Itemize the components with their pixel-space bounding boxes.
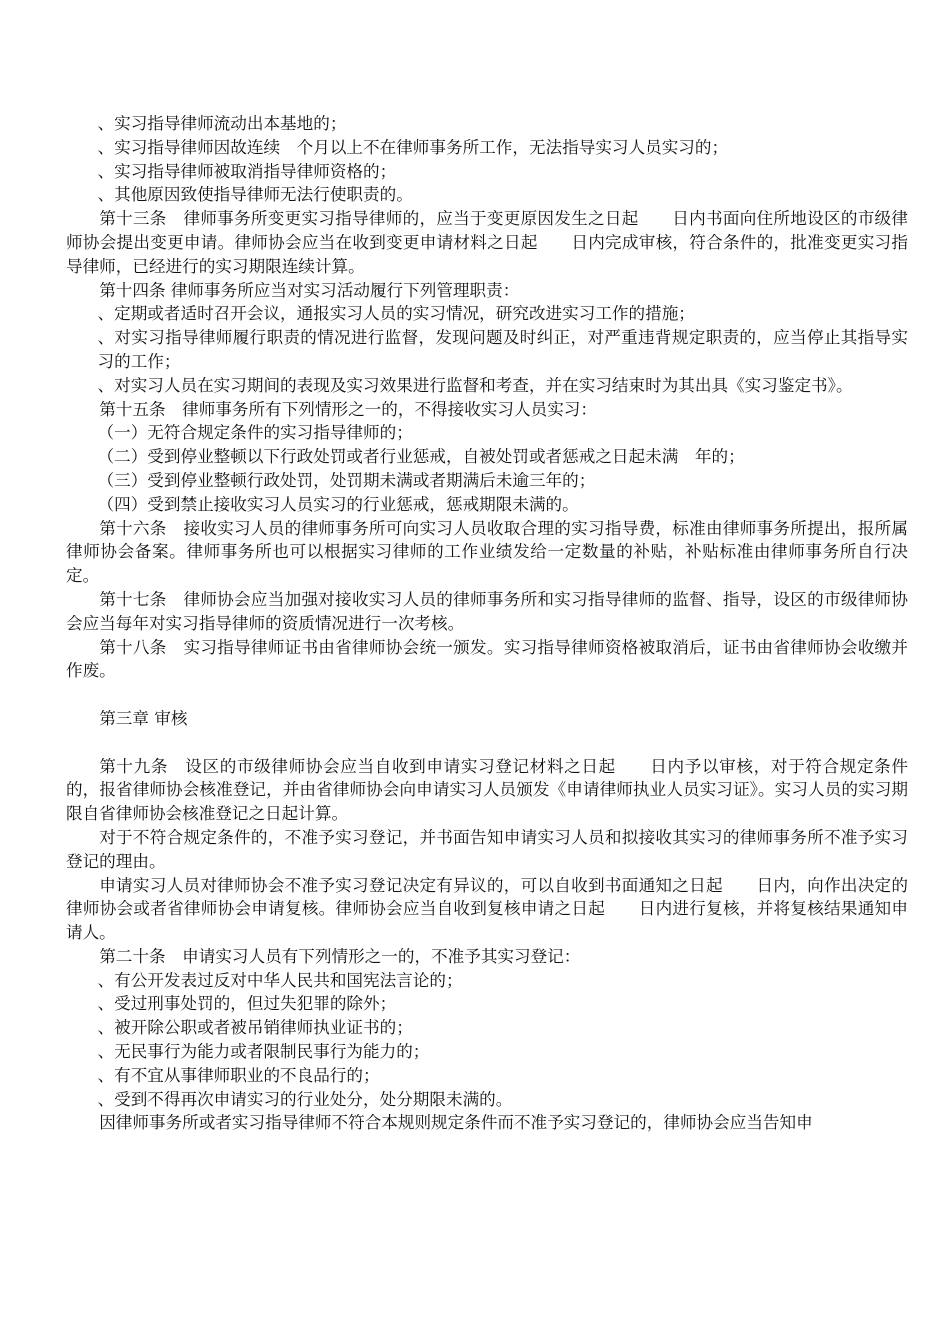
paragraph: 对于不符合规定条件的，不准予实习登记，并书面告知申请实习人员和拟接收其实习的律师事务所不准予实习登记的理由。 bbox=[66, 827, 908, 871]
list-item: 、其他原因致使指导律师无法行使职责的。 bbox=[97, 185, 413, 205]
list-item: 、被开除公职或者被吊销律师执业证书的； bbox=[97, 1018, 413, 1038]
list-item: 、定期或者适时召开会议，通报实习人员的实习情况，研究改进实习工作的措施； bbox=[97, 304, 695, 324]
list-item: 、实习指导律师流动出本基地的； bbox=[97, 114, 347, 133]
list-item: 、无民事行为能力或者限制民事行为能力的； bbox=[97, 1042, 430, 1062]
list-item: （四）受到禁止接收实习人员实习的行业惩戒，惩戒期限未满的。 bbox=[97, 494, 579, 514]
spacer bbox=[66, 731, 908, 755]
list-item: （二）受到停业整顿以下行政处罚或者行业惩戒，自被处罚或者惩戒之日起未满 年的； bbox=[97, 447, 745, 467]
article-15: 第十五条 律师事务所有下列情形之一的，不得接收实习人员实习： bbox=[99, 399, 597, 419]
list-item: 、有不宜从事律师职业的不良品行的； bbox=[97, 1065, 380, 1085]
list-item: 、对实习指导律师履行职责的情况进行监督，发现问题及时纠正，对严重违背规定职责的，应当停止其指导实习的工作； bbox=[97, 328, 908, 371]
list-item: 、受到不得再次申请实习的行业处分，处分期限未满的。 bbox=[97, 1089, 513, 1109]
chapter-heading: 第三章 审核 bbox=[99, 708, 188, 728]
paragraph: 因律师事务所或者实习指导律师不符合本规则规定条件而不准予实习登记的，律师协会应当告知申 bbox=[99, 1113, 813, 1133]
list-item: 、受过刑事处罚的，但过失犯罪的除外； bbox=[97, 994, 397, 1014]
article-20: 第二十条 申请实习人员有下列情形之一的，不准予其实习登记： bbox=[99, 946, 581, 966]
paragraph: 申请实习人员对律师协会不准予实习登记决定有异议的，可以自收到书面通知之日起 日内，向作出决定的律师协会或者省律师协会申请复核。律师协会应当自收到复核申请之日起 日内进行复核，并将复核结果通知申请人。 bbox=[66, 875, 908, 943]
article-14: 第十四条 律师事务所应当对实习活动履行下列管理职责： bbox=[99, 280, 520, 300]
list-item: 、实习指导律师因故连续 个月以上不在律师事务所工作，无法指导实习人员实习的； bbox=[97, 137, 729, 157]
document-body bbox=[66, 112, 908, 1135]
spacer bbox=[66, 683, 908, 707]
list-item: 、有公开发表过反对中华人民共和国宪法言论的； bbox=[97, 970, 463, 990]
list-item: （一）无符合规定条件的实习指导律师的； bbox=[97, 423, 413, 443]
article-18: 第十八条 实习指导律师证书由省律师协会统一颁发。实习指导律师资格被取消后，证书由省律师协会收缴并作废。 bbox=[66, 637, 908, 681]
list-item: 、实习指导律师被取消指导律师资格的； bbox=[97, 161, 397, 181]
article-16: 第十六条 接收实习人员的律师事务所可向实习人员收取合理的实习指导费，标准由律师事务所提出，报所属律师协会备案。律师事务所也可以根据实习律师的工作业绩发给一定数量的补贴，补贴标准由律师事务所自行决定。 bbox=[66, 518, 908, 586]
list-item: （三）受到停业整顿行政处罚，处罚期未满或者期满后未逾三年的； bbox=[97, 470, 596, 490]
article-19: 第十九条 设区的市级律师协会应当自收到申请实习登记材料之日起 日内予以审核，对于符合规定条件的，报省律师协会核准登记，并由省律师协会向申请实习人员颁发《申请律师执业人员实习证》。实习人员的实习期限自省律师协会核准登记之日起计算。 bbox=[66, 756, 908, 824]
article-13: 第十三条 律师事务所变更实习指导律师的，应当于变更原因发生之日起 日内书面向住所地设区的市级律师协会提出变更申请。律师协会应当在收到变更申请材料之日起 日内完成审核，符合条件的，批准变更实习指导律师，已经进行的实习期限连续计算。 bbox=[66, 209, 908, 276]
article-17: 第十七条 律师协会应当加强对接收实习人员的律师事务所和实习指导律师的监督、指导，设区的市级律师协会应当每年对实习指导律师的资质情况进行一次考核。 bbox=[66, 589, 908, 633]
list-item: 、对实习人员在实习期间的表现及实习效果进行监督和考查，并在实习结束时为其出具《实习鉴定书》。 bbox=[97, 375, 853, 395]
